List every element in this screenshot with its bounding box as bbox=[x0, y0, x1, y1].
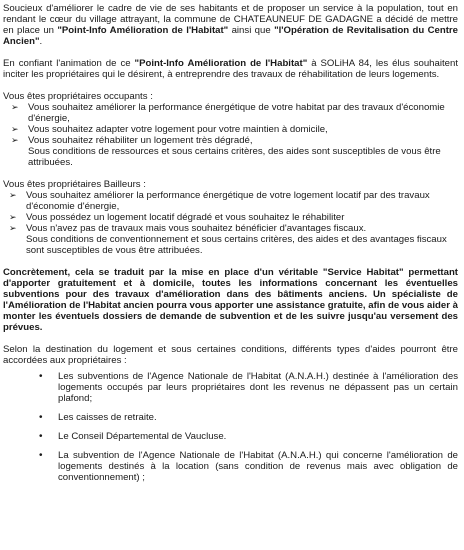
animation-text-2: à SOLiHA 84, les élus souhaitent inciter les propriétaires qui le désirent, à entreprendre des travaux de réhabilitation de leurs logements. bbox=[3, 58, 458, 80]
landlords-list bbox=[3, 190, 458, 256]
bullet-dot-icon: • bbox=[39, 412, 43, 423]
animation-paragraph bbox=[3, 58, 458, 80]
landlords-item bbox=[9, 212, 458, 223]
arrow-bullet-icon: ➢ bbox=[9, 190, 17, 200]
arrow-bullet-icon: ➢ bbox=[9, 212, 17, 222]
aid-item bbox=[3, 412, 458, 423]
conclusion-paragraph: Concrètement, cela se traduit par la mise en place d'un véritable "Service Habitat" permettant d'apporter gratuitement et à domicile, toutes les informations concernant les éventuelles subventions pour des travaux d'amélioration dans des bâtiments anciens. Un spécialiste de l'Amélioration de l'Habitat ancien pourra vous apporter une assistance gratuite, afin de vous aider à monter les éventuels dossiers de demande de subvention et de les suivre jusqu'au versement des prévues. bbox=[3, 267, 458, 333]
intro-operation-name: "l'Opération de Revitalisation du Centre Ancien" bbox=[3, 25, 458, 47]
owners-item-text: Vous souhaitez réhabiliter un logement très dégradé, bbox=[28, 135, 253, 146]
landlords-item bbox=[9, 223, 458, 256]
owners-heading: Vous êtes propriétaires occupants : bbox=[3, 91, 153, 102]
landlords-item-text: Vous n'avez pas de travaux mais vous souhaitez bénéficier d'avantages fiscaux. bbox=[26, 223, 367, 234]
aid-item-text: Les subventions de l'Agence Nationale de l'Habitat (A.N.A.H.) destinée à l'amélioration des logements occupés par leurs propriétaires dont les revenus ne dépassent pas un certain plafond; bbox=[58, 371, 458, 404]
landlords-item-text: Vous possédez un logement locatif dégradé et vous souhaitez le réhabiliter bbox=[26, 212, 345, 223]
animation-point-info-name: "Point-Info Amélioration de l'Habitat" bbox=[134, 58, 308, 69]
intro-text-3: . bbox=[39, 36, 43, 47]
arrow-bullet-icon: ➢ bbox=[9, 223, 17, 233]
intro-text-1: Soucieux d'améliorer le cadre de vie de ses habitants et de proposer un service à la population, tout en rendant le cœur du village attrayant, la commune de CHATEAUNEUF DE GADAGNE a décidé de mettre en place un bbox=[3, 3, 458, 36]
owners-item bbox=[11, 135, 458, 168]
landlords-conditions-note: Sous conditions de conventionnement et sous certains critères, des aides et des avantages fiscaux sont susceptibles de vous être attribuées. bbox=[26, 234, 447, 256]
owners-conditions-note: Sous conditions de ressources et sous certains critères, des aides sont susceptibles de vous être attribuées. bbox=[28, 146, 441, 168]
owners-item-text: Vous souhaitez adapter votre logement pour votre maintien à domicile, bbox=[28, 124, 328, 135]
intro-point-info-name: "Point-Info Amélioration de l'Habitat" bbox=[57, 25, 229, 36]
aid-item-text: La subvention de l'Agence Nationale de l'Habitat (A.N.A.H.) qui concerne l'amélioration de logements destinés à la location (sans condition de revenus mais avec obligation de conventionnement) ; bbox=[58, 450, 458, 483]
aids-intro: Selon la destination du logement et sous certaines conditions, différents types d'aides pourront être accordées aux propriétaires : bbox=[3, 344, 458, 366]
owners-item bbox=[11, 102, 458, 124]
landlords-heading: Vous êtes propriétaires Bailleurs : bbox=[3, 179, 146, 190]
arrow-bullet-icon: ➢ bbox=[11, 124, 19, 134]
aid-item bbox=[3, 450, 458, 483]
animation-text-1: En confiant l'animation de ce bbox=[3, 58, 135, 69]
aid-item bbox=[3, 431, 458, 442]
bullet-dot-icon: • bbox=[39, 371, 43, 382]
aid-item-text: Le Conseil Départemental de Vaucluse. bbox=[58, 431, 227, 442]
owners-item bbox=[11, 124, 458, 135]
landlords-item bbox=[9, 190, 458, 212]
aid-item bbox=[3, 371, 458, 404]
bullet-dot-icon: • bbox=[39, 450, 43, 461]
aid-item-text: Les caisses de retraite. bbox=[58, 412, 157, 423]
arrow-bullet-icon: ➢ bbox=[11, 135, 19, 145]
arrow-bullet-icon: ➢ bbox=[11, 102, 19, 112]
bullet-dot-icon: • bbox=[39, 431, 43, 442]
landlords-item-text: Vous souhaitez améliorer la performance énergétique de votre logement locatif par des travaux d'économie d'énergie, bbox=[26, 190, 430, 212]
intro-text-2: ainsi que bbox=[228, 25, 275, 36]
owners-item-text: Vous souhaitez améliorer la performance énergétique de votre habitat par des travaux d'économie d'énergie, bbox=[28, 102, 445, 124]
owners-list bbox=[3, 102, 458, 168]
intro-paragraph bbox=[3, 3, 458, 47]
aids-list bbox=[3, 371, 458, 483]
